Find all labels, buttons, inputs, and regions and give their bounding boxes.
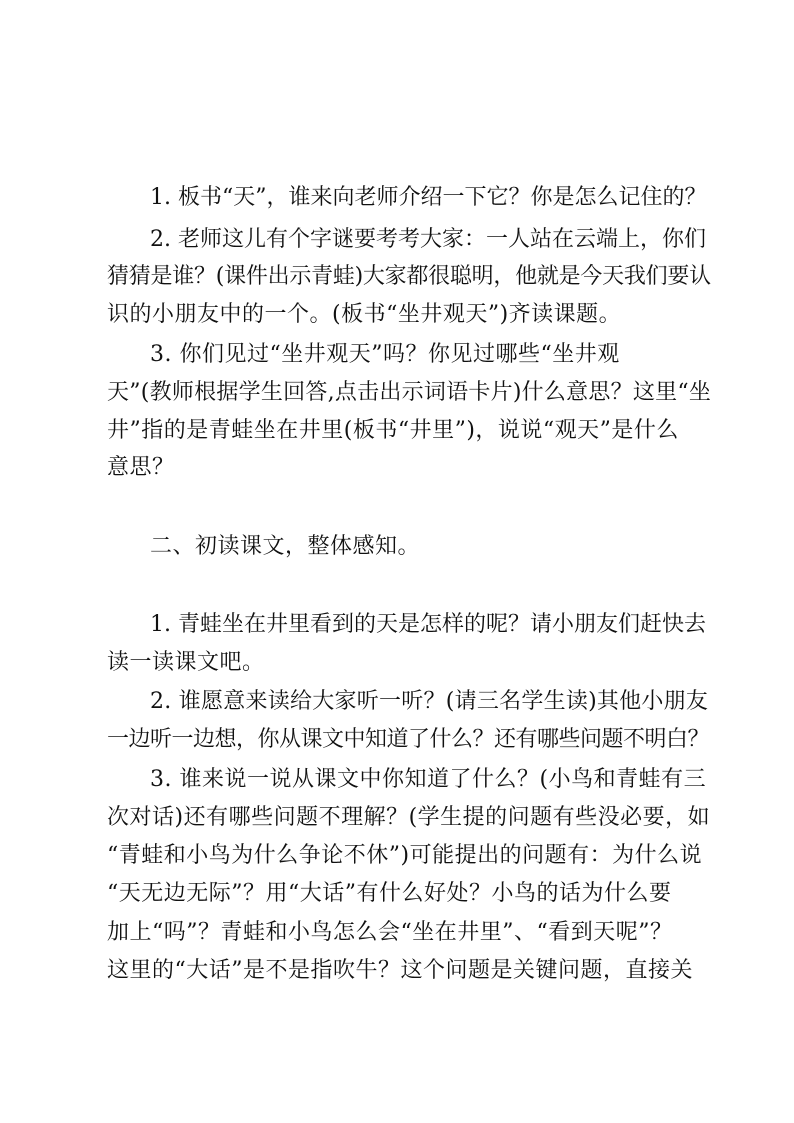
s2-step-3-line-5: 加上“吗”？青蛙和小鸟怎么会“坐在井里”、“看到天呢”？ [107, 920, 673, 945]
s2-step-2-line-1: 2. 谁愿意来读给大家听一听？(请三名学生读)其他小朋友 [150, 689, 709, 714]
step-3-question-line-4: 意思？ [107, 455, 175, 480]
s2-step-3-line-1: 3. 谁来说一说从课文中你知道了什么？(小鸟和青蛙有三 [150, 767, 707, 792]
s2-step-3-line-2: 次对话)还有哪些问题不理解？(学生提的问题有些没必要，如 [107, 805, 711, 830]
s2-step-3-line-6: 这里的“大话”是不是指吹牛？这个问题是关键问题，直接关 [107, 958, 693, 983]
s2-step-1-line-2: 读一读课文吧。 [107, 650, 265, 675]
s2-step-3-line-3: “青蛙和小鸟为什么争论不休”)可能提出的问题有：为什么说 [107, 843, 703, 868]
s2-step-1-line-1: 1. 青蛙坐在井里看到的天是怎样的呢？请小朋友们赶快去 [150, 612, 706, 637]
step-2-riddle-line-1: 2. 老师这儿有个字谜要考考大家：一人站在云端上，你们 [150, 227, 706, 252]
step-2-riddle-line-2: 猜猜是谁？(课件出示青蛙)大家都很聪明，他就是今天我们要认 [107, 264, 711, 289]
s2-step-3-line-4: “天无边无际”？用“大话”有什么好处？小鸟的话为什么要 [107, 881, 672, 906]
step-3-question-line-3: 井”指的是青蛙坐在井里(板书“井里”)，说说“观天”是什么 [107, 418, 679, 443]
step-1-blackboard-tian: 1. 板书“天”，谁来向老师介绍一下它？你是怎么记住的？ [150, 185, 707, 210]
s2-step-2-line-2: 一边听一边想，你从课文中知道了什么？还有哪些问题不明白？ [107, 727, 710, 752]
section-2-heading: 二、初读课文，整体感知。 [150, 534, 421, 559]
step-3-question-line-2: 天”(教师根据学生回答,点击出示词语卡片)什么意思？这里“坐 [107, 380, 712, 405]
step-3-question-line-1: 3. 你们见过“坐井观天”吗？你见过哪些“坐井观 [150, 342, 620, 367]
step-2-riddle-line-3: 识的小朋友中的一个。(板书“坐井观天”)齐读课题。 [107, 302, 622, 327]
